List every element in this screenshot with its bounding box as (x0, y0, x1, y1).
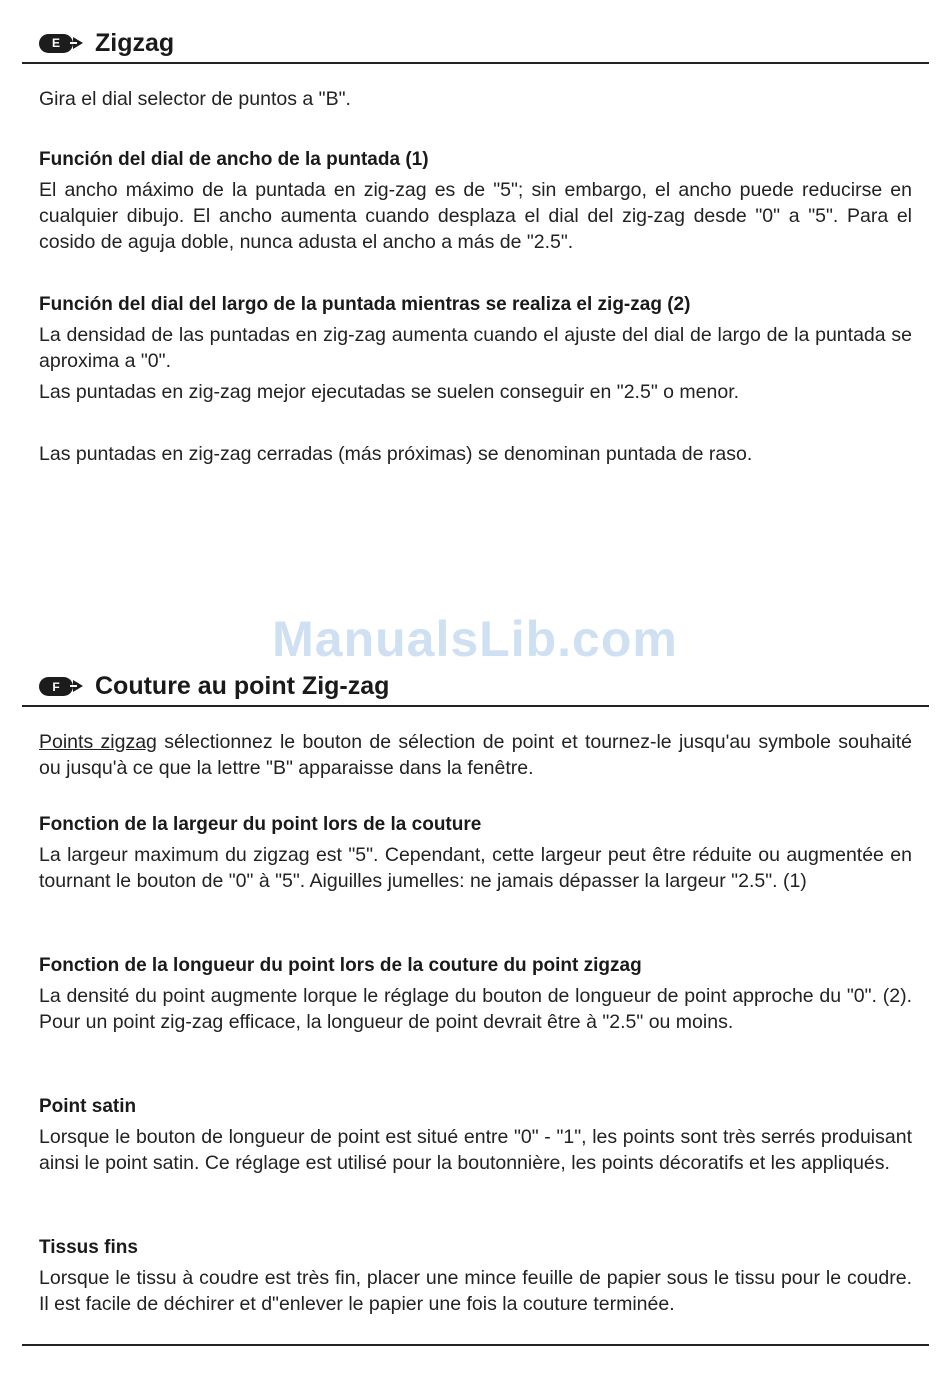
es-section-2 (39, 292, 912, 405)
fr-intro-text: sélectionnez le bouton de sélection de point et tournez-le jusqu'au symbole souhaité ou jusqu'à ce que la lettre "B" apparaisse dans la fenêtre. (39, 731, 912, 779)
es-s2-text2: Las puntadas en zig-zag mejor ejecutadas se suelen conseguir en "2.5" o menor. (39, 381, 740, 403)
section-title-fr: Couture au point Zig-zag (95, 672, 390, 700)
es-section-3 (39, 441, 912, 467)
language-badge-es (39, 34, 73, 53)
fr-intro (39, 729, 912, 781)
es-s2-heading: Función del dial del largo de la puntada mientras se realiza el zig-zag (2) (39, 294, 691, 315)
es-s1-text: El ancho máximo de la puntada en zig-zag es de "5"; sin embargo, el ancho puede reducirse en cualquier dibujo. El ancho aumenta cuando desplaza el dial del zig-zag desde "0" a "5". Para el cosido de aguja doble, nunca adusta el ancho a más de "2.5". (39, 179, 912, 253)
fr-s1-text: La largeur maximum du zigzag est "5". Cependant, cette largeur peut être réduite ou augmentée en tournant le bouton de "0" à "5". Aiguilles jumelles: ne jamais dépasser la largeur "2.5". (1) (39, 844, 912, 892)
fr-section-2 (39, 953, 912, 1035)
arrow-line-icon (70, 685, 77, 687)
es-intro-block (39, 86, 912, 112)
fr-intro-label: Points zigzag (39, 731, 157, 753)
fr-s4-heading: Tissus fins (39, 1237, 138, 1258)
es-intro: Gira el dial selector de puntos a "B". (39, 88, 351, 110)
fr-intro-block (39, 729, 912, 781)
es-s2-text1: La densidad de las puntadas en zig-zag aumenta cuando el ajuste del dial de largo de la puntada se aproxima a "0". (39, 324, 912, 372)
arrow-line-icon (70, 42, 77, 44)
section-title-es: Zigzag (95, 28, 175, 57)
section-header-fr (22, 668, 929, 707)
fr-s3-heading: Point satin (39, 1096, 137, 1117)
es-s3-text: Las puntadas en zig-zag cerradas (más próximas) se denominan puntada de raso. (39, 443, 753, 465)
language-badge-fr (39, 677, 73, 696)
fr-s4-text: Lorsque le tissu à coudre est très fin, placer une mince feuille de papier sous le tissu pour le coudre. Il est facile de déchirer et d"enlever le papier une fois la couture terminée. (39, 1267, 912, 1315)
fr-s2-text: La densité du point augmente lorque le réglage du bouton de longueur de point approche du "0". (2). Pour un point zig-zag efficace, la longueur de point devrait être à "2.5" ou moins. (39, 985, 912, 1033)
bottom-rule (22, 1344, 929, 1346)
section-header-es (22, 24, 929, 64)
badge-letter: E (51, 36, 60, 50)
fr-s2-heading: Fonction de la longueur du point lors de la couture du point zigzag (39, 955, 642, 976)
watermark: ManualsLib.com (272, 611, 678, 667)
es-section-1 (39, 147, 912, 255)
badge-letter: F (52, 679, 60, 694)
fr-s1-heading: Fonction de la largeur du point lors de la couture (39, 814, 482, 835)
fr-section-4 (39, 1235, 912, 1317)
fr-s3-text: Lorsque le bouton de longueur de point est situé entre "0" - "1", les points sont très serrés produisant ainsi le point satin. Ce réglage est utilisé pour la boutonnière, les points décoratifs et les appliqués. (39, 1126, 912, 1174)
fr-section-1 (39, 812, 912, 894)
es-s1-heading: Función del dial de ancho de la puntada (1) (39, 149, 429, 170)
fr-section-3 (39, 1094, 912, 1176)
